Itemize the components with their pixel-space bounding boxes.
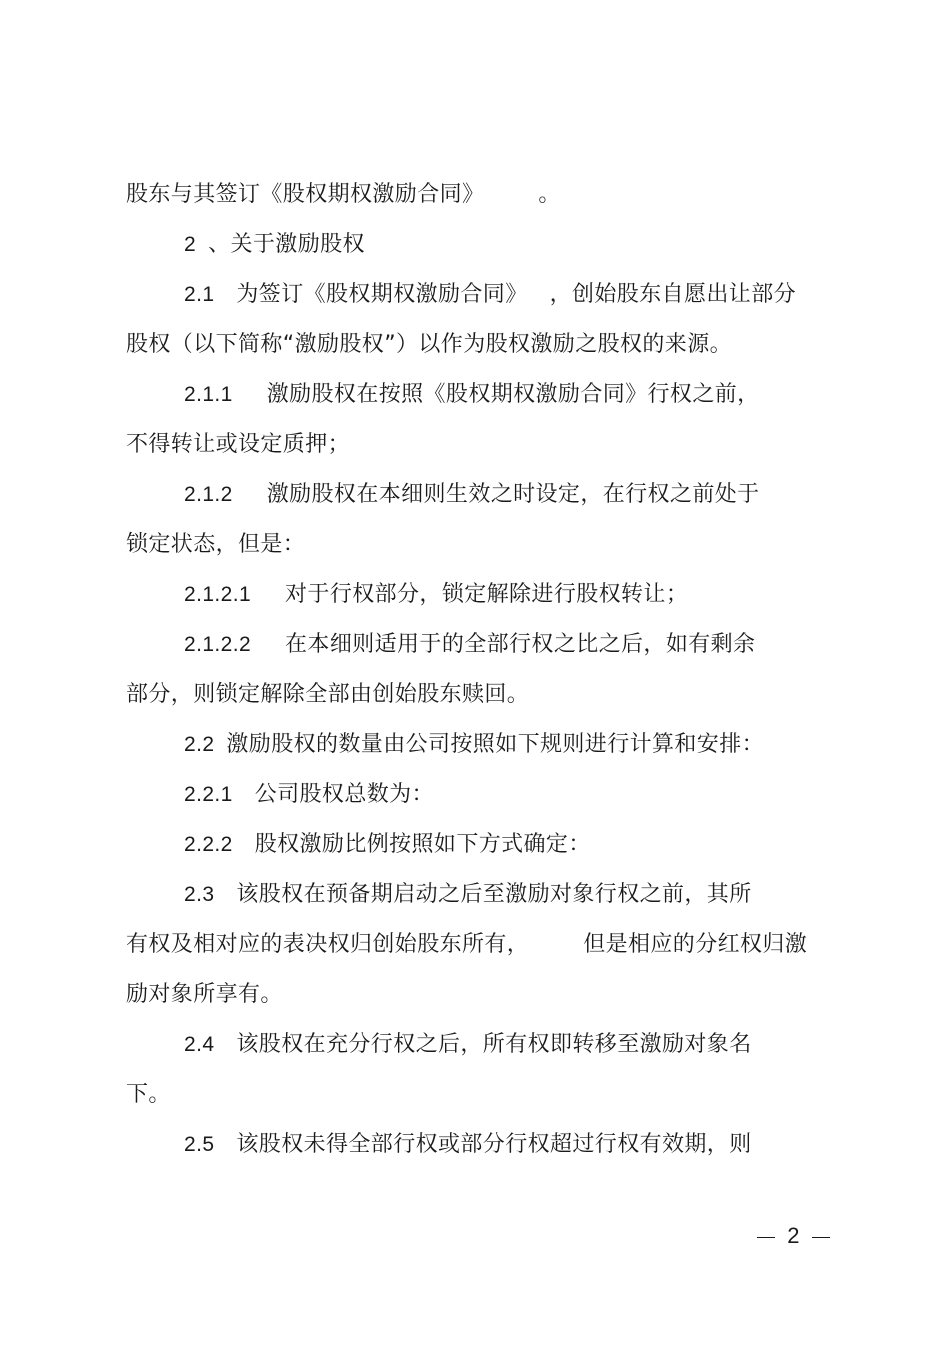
page-number	[757, 1221, 830, 1251]
section-heading: 2 、关于激励股权	[184, 232, 365, 257]
paragraph-line: 股东与其签订《股权期权激励合同》 。	[126, 182, 561, 207]
clause-line: 2.2.2 股权激励比例按照如下方式确定：	[184, 832, 591, 857]
clause-line: 2.5 该股权未得全部行权或部分行权超过行权有效期，则	[184, 1132, 752, 1157]
paragraph-line: 有权及相对应的表决权归创始股东所有， 但是相应的分红权归激	[126, 932, 808, 957]
clause-line: 2.4 该股权在充分行权之后，所有权即转移至激励对象名	[184, 1032, 752, 1057]
clause-line: 2.3 该股权在预备期启动之后至激励对象行权之前，其所	[184, 882, 752, 907]
clause-line: 2.1.2 激励股权在本细则生效之时设定，在行权之前处于	[184, 482, 760, 507]
clause-line: 2.1.2.1 对于行权部分，锁定解除进行股权转让；	[184, 582, 689, 607]
paragraph-line: 股权（以下简称“激励股权”）以作为股权激励之股权的来源。	[126, 332, 732, 357]
paragraph-line: 下。	[126, 1082, 171, 1107]
clause-line: 2.1.2.2 在本细则适用于的全部行权之比之后，如有剩余	[184, 632, 756, 657]
dash-left	[757, 1237, 775, 1238]
paragraph-line: 励对象所享有。	[126, 982, 283, 1007]
page-number-value: 2	[787, 1223, 800, 1248]
clause-line: 2.2.1 公司股权总数为：	[184, 782, 434, 807]
clause-line: 2.1.1 激励股权在按照《股权期权激励合同》行权之前，	[184, 382, 760, 407]
clause-line: 2.1 为签订《股权期权激励合同》 ，创始股东自愿出让部分	[184, 282, 797, 307]
clause-line: 2.2 激励股权的数量由公司按照如下规则进行计算和安排：	[184, 732, 765, 757]
paragraph-line: 锁定状态，但是：	[126, 532, 306, 557]
dash-right	[812, 1237, 830, 1238]
paragraph-line: 部分，则锁定解除全部由创始股东赎回。	[126, 682, 530, 707]
paragraph-line: 不得转让或设定质押；	[126, 432, 351, 457]
